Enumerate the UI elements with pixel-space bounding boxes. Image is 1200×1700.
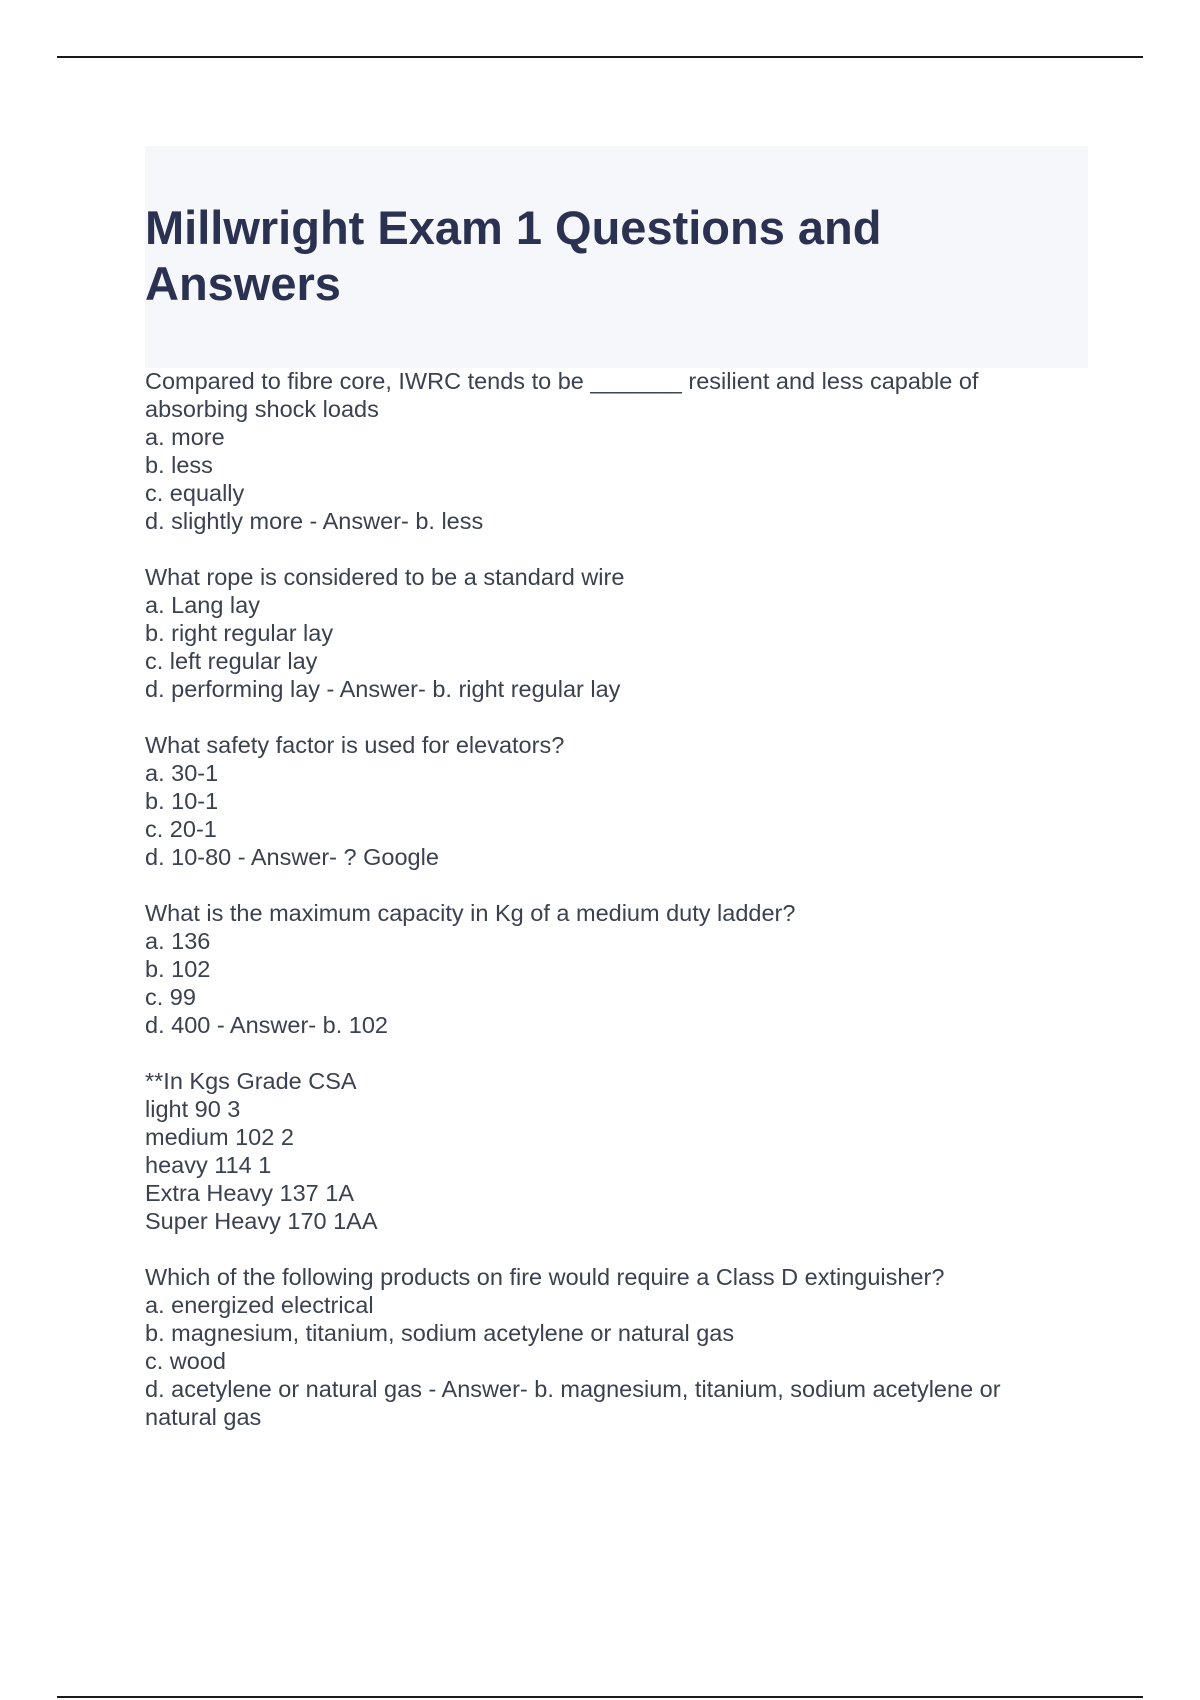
question-text: What safety factor is used for elevators? <box>145 732 565 758</box>
document-title: Millwright Exam 1 Questions and Answers <box>145 201 882 310</box>
note-heading: **In Kgs Grade CSA <box>145 1068 357 1094</box>
answer-option: d. performing lay - Answer- b. right regular lay <box>145 676 621 702</box>
note-line: Extra Heavy 137 1A <box>145 1180 354 1206</box>
top-rule <box>57 56 1143 58</box>
document-body <box>145 367 1065 1459</box>
ladder-grade-note <box>145 1067 1065 1235</box>
note-line: medium 102 2 <box>145 1124 294 1150</box>
answer-option: b. 10-1 <box>145 788 219 814</box>
question-text: Compared to fibre core, IWRC tends to be _______ resilient and less capable of absorbing shock loads <box>145 368 979 422</box>
answer-option: b. magnesium, titanium, sodium acetylene or natural gas <box>145 1320 735 1346</box>
bottom-rule <box>57 1696 1143 1698</box>
answer-option: c. 20-1 <box>145 816 217 842</box>
question-block-5 <box>145 1263 1065 1431</box>
question-text: What is the maximum capacity in Kg of a medium duty ladder? <box>145 900 796 926</box>
question-text: Which of the following products on fire would require a Class D extinguisher? <box>145 1264 945 1290</box>
answer-option: a. energized electrical <box>145 1292 374 1318</box>
answer-option: b. 102 <box>145 956 211 982</box>
question-text: What rope is considered to be a standard wire <box>145 564 625 590</box>
question-block-4 <box>145 899 1065 1039</box>
answer-option: b. right regular lay <box>145 620 334 646</box>
answer-option: a. more <box>145 424 225 450</box>
note-line: heavy 114 1 <box>145 1152 272 1178</box>
answer-option: d. 400 - Answer- b. 102 <box>145 1012 388 1038</box>
answer-option: b. less <box>145 452 213 478</box>
answer-option: d. slightly more - Answer- b. less <box>145 508 484 534</box>
answer-option: c. left regular lay <box>145 648 318 674</box>
note-line: light 90 3 <box>145 1096 241 1122</box>
note-line: Super Heavy 170 1AA <box>145 1208 378 1234</box>
answer-option: c. equally <box>145 480 245 506</box>
question-block-1 <box>145 367 1065 535</box>
answer-option: a. 30-1 <box>145 760 219 786</box>
question-block-2 <box>145 563 1065 703</box>
question-block-3 <box>145 731 1065 871</box>
answer-option: a. 136 <box>145 928 211 954</box>
answer-option: d. 10-80 - Answer- ? Google <box>145 844 439 870</box>
answer-option: c. wood <box>145 1348 226 1374</box>
answer-option: d. acetylene or natural gas - Answer- b. magnesium, titanium, sodium acetylene or natural gas <box>145 1376 1001 1430</box>
answer-option: c. 99 <box>145 984 196 1010</box>
answer-option: a. Lang lay <box>145 592 260 618</box>
